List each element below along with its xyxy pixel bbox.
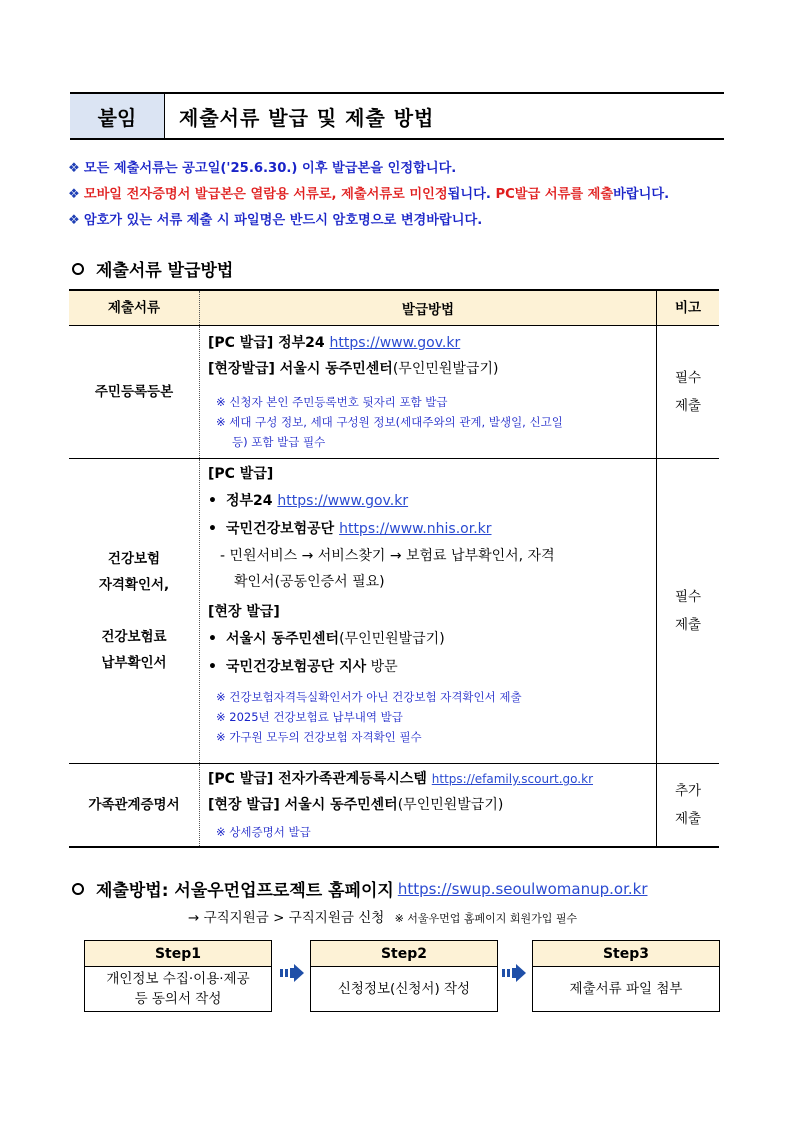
header-remarks: 비고 [674,300,702,316]
method-label: [현장발급] 서울시 동주민센터 [208,361,393,377]
remark-line: 필수 [674,370,702,386]
step-body: 신청정보(신청서) 작성 [337,981,471,997]
notice-text: 됩니다. [447,187,496,202]
method-label: [현장 발급] 서울시 동주민센터 [208,797,398,813]
submission-path [188,906,577,926]
method-detail: 방문 [366,659,398,675]
swup-link[interactable]: https://swup.seoulwomanup.or.kr [397,879,648,898]
method-label: [PC 발급] 정부24 [208,335,330,351]
note-text: 등) 포함 발급 필수 [232,435,326,449]
menu-path: 확인서(공동인증서 필요) [234,574,385,590]
notice-text: PC발급 서류를 제출 [495,187,614,202]
section1-title: 제출서류 발급방법 [96,261,234,281]
doc-name [69,459,200,763]
documents-table [69,289,719,848]
note-text: ※ 건강보험자격득실확인서가 아닌 건강보험 자격확인서 제출 [216,690,522,704]
notice-text: 모바일 전자증명서 발급본은 열람용 서류로, 제출서류로 미인정 [83,187,448,202]
note-text: ※ 상세증명서 발급 [216,825,311,839]
method-cell [200,326,657,458]
note-text: ※ 신청자 본인 주민등록번호 뒷자리 포함 발급 [216,395,448,409]
remarks-cell [657,326,719,458]
note-text: ※ 가구원 모두의 건강보험 자격확인 필수 [216,730,422,744]
path-note: ※ 서울우먼업 홈페이지 회원가입 필수 [394,912,578,925]
remark-line: 추가 [674,783,702,799]
note-text: ※ 세대 구성 정보, 세대 구성원 정보(세대주와의 관계, 발생일, 신고일 [216,415,563,429]
method-label: 국민건강보험공단 지사 [226,659,367,675]
doc-name-line: 납부확인서 [101,655,167,671]
title-bar [70,92,724,140]
notice-item [68,182,738,208]
table-header-row [69,289,719,326]
diamond-bullet-icon: ❖ [68,161,80,176]
doc-name-line: 건강보험 [107,551,161,567]
step-title: Step1 [85,941,271,967]
header-document: 제출서류 [69,291,200,325]
step-flow [84,940,720,1012]
step-title: Step3 [533,941,719,967]
step-box [532,940,720,1012]
attachment-tag: 붙임 [70,94,165,138]
doc-name-line: 건강보험료 [101,629,167,645]
doc-name-line: 자격확인서, [98,577,170,593]
page-title: 제출서류 발급 및 제출 방법 [179,105,435,130]
right-arrow-icon [502,962,528,984]
notice-list [68,156,738,234]
bullet-icon: • [208,631,217,647]
path-text: → 구직지원금 > 구직지원금 신청 [188,910,385,926]
section1-heading [72,256,233,281]
notice-text: 모든 제출서류는 공고일('25.6.30.) 이후 발급본을 인정합니다. [83,161,457,176]
method-detail: (무인민원발급기) [392,361,499,377]
diamond-bullet-icon: ❖ [68,187,80,202]
step-body [85,967,271,1011]
method-cell [200,459,657,763]
step-box [310,940,498,1012]
remark-line: 제출 [674,811,702,827]
method-detail: (무인민원발급기) [339,631,445,647]
method-label: [PC 발급] 전자가족관계등록시스템 [208,771,432,787]
section2-heading [72,876,648,901]
circle-marker-icon [72,883,84,895]
method-label: 정부24 [226,493,278,509]
doc-name: 가족관계증명서 [69,764,200,846]
section2-title: 제출방법: 서울우먼업프로젝트 홈페이지 [96,881,394,901]
remarks-cell [657,764,719,846]
notice-text: 암호가 있는 서류 제출 시 파일명은 반드시 암호명으로 변경바랍니다. [83,213,483,228]
step-body: 제출서류 파일 첨부 [569,981,683,997]
method-label: 서울시 동주민센터 [226,631,340,647]
doc-name: 주민등록등본 [69,326,200,458]
remark-line: 필수 [674,589,702,605]
diamond-bullet-icon: ❖ [68,213,80,228]
table-row [69,764,719,848]
method-label: [PC 발급] [208,466,274,482]
step-body-line: 개인정보 수집·이용·제공 [106,971,250,987]
note-text: ※ 2025년 건강보험료 납부내역 발급 [216,710,403,724]
efamily-link[interactable]: https://efamily.scourt.go.kr [431,772,593,786]
notice-item [68,208,738,234]
remark-line: 제출 [674,398,702,414]
table-row [69,326,719,459]
remarks-cell [657,459,719,763]
gov-link[interactable]: https://www.gov.kr [277,493,409,509]
method-label: [현장 발급] [208,604,280,620]
gov-link[interactable]: https://www.gov.kr [329,335,461,351]
method-label: 국민건강보험공단 [226,521,340,537]
step-body-line: 등 동의서 작성 [134,991,222,1007]
step-title: Step2 [311,941,497,967]
menu-path: - 민원서비스 → 서비스찾기 → 보험료 납부확인서, 자격 [220,548,555,564]
right-arrow-icon [280,962,306,984]
circle-marker-icon [72,263,84,275]
remark-line: 제출 [674,617,702,633]
method-cell [200,764,657,846]
bullet-icon: • [208,521,217,537]
nhis-link[interactable]: https://www.nhis.or.kr [339,521,492,537]
step-box [84,940,272,1012]
notice-text: 바랍니다. [613,187,670,202]
table-row [69,459,719,764]
method-detail: (무인민원발급기) [397,797,504,813]
bullet-icon: • [208,659,217,675]
notice-item [68,156,738,182]
header-method: 발급방법 [200,291,657,325]
bullet-icon: • [208,493,217,509]
